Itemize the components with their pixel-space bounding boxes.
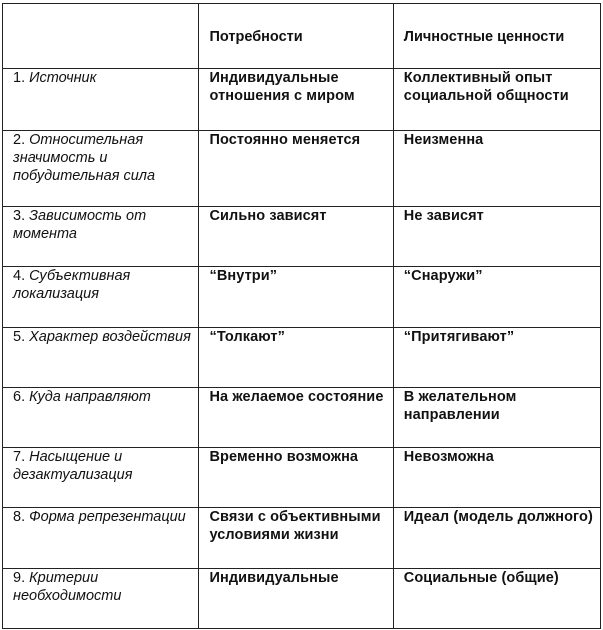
values-cell: “Притягивают”: [393, 328, 600, 388]
criterion-label: Зависимость от момента: [13, 208, 147, 242]
criterion-label: Характер воздействия: [29, 329, 191, 345]
criterion-cell: [3, 207, 199, 267]
row-number: 1.: [13, 70, 26, 86]
needs-cell: Постоянно меняется: [199, 131, 393, 207]
criterion-cell: [3, 448, 199, 508]
criterion-cell: [3, 388, 199, 448]
criterion-cell: [3, 131, 199, 207]
table-row: [3, 267, 601, 328]
criterion-label: Куда направляют: [29, 389, 151, 405]
row-number: 6.: [13, 389, 26, 405]
criterion-cell: [3, 267, 199, 328]
needs-cell: Индивидуальные отношения с миром: [199, 69, 393, 131]
table-row: [3, 207, 601, 267]
criterion-label: Субъективная локализация: [13, 268, 131, 302]
needs-cell: На желаемое состояние: [199, 388, 393, 448]
values-cell: Неизменна: [393, 131, 600, 207]
table-row: [3, 508, 601, 569]
table-row: [3, 131, 601, 207]
row-number: 8.: [13, 509, 26, 525]
criterion-cell: [3, 328, 199, 388]
table-row: [3, 388, 601, 448]
criterion-cell: [3, 69, 199, 131]
values-cell: Коллективный опыт социальной общности: [393, 69, 600, 131]
header-needs: Потребности: [199, 4, 393, 69]
criterion-cell: [3, 508, 199, 569]
criterion-cell: [3, 569, 199, 629]
needs-cell: Сильно зависят: [199, 207, 393, 267]
needs-cell: “Внутри”: [199, 267, 393, 328]
row-number: 9.: [13, 570, 26, 586]
needs-cell: “Толкают”: [199, 328, 393, 388]
criterion-label: Источник: [29, 70, 97, 86]
row-number: 3.: [13, 208, 26, 224]
header-row: [3, 4, 601, 69]
table-row: [3, 328, 601, 388]
header-empty-cell: [3, 4, 199, 69]
values-cell: Идеал (модель должного): [393, 508, 600, 569]
row-number: 7.: [13, 449, 26, 465]
values-cell: Социальные (общие): [393, 569, 600, 629]
row-number: 2.: [13, 132, 26, 148]
values-cell: Не зависят: [393, 207, 600, 267]
values-cell: “Снаружи”: [393, 267, 600, 328]
criterion-label: Форма репрезентации: [29, 509, 186, 525]
needs-cell: Связи с объективными условиями жизни: [199, 508, 393, 569]
row-number: 4.: [13, 268, 26, 284]
values-cell: Невозможна: [393, 448, 600, 508]
criterion-label: Насыщение и дезактуализация: [13, 449, 133, 483]
criterion-label: Относительная значимость и побудительная сила: [13, 132, 156, 184]
table-row: [3, 448, 601, 508]
row-number: 5.: [13, 329, 26, 345]
table-row: [3, 69, 601, 131]
criterion-label: Критерии необходимости: [13, 570, 122, 604]
comparison-table: [2, 3, 601, 629]
needs-cell: Временно возможна: [199, 448, 393, 508]
table-row: [3, 569, 601, 629]
header-values: Личностные ценности: [393, 4, 600, 69]
needs-cell: Индивидуальные: [199, 569, 393, 629]
values-cell: В желательном направлении: [393, 388, 600, 448]
